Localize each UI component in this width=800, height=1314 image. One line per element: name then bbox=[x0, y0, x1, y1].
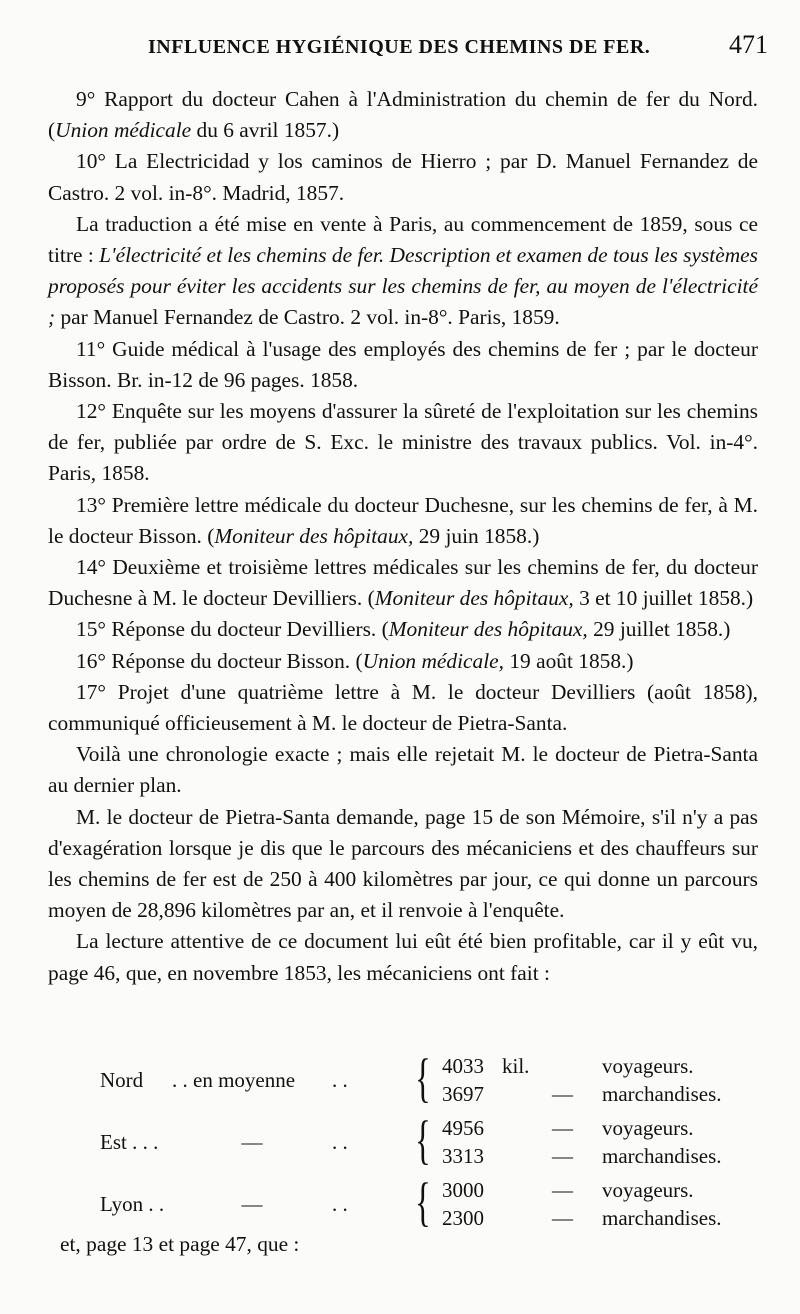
table-row: Nord . . en moyenne . . { 4033 kil. voyageurs. 3697 — marchandises. bbox=[100, 1048, 722, 1108]
item-number: 10° bbox=[76, 149, 106, 174]
mileage-table bbox=[100, 1050, 720, 1236]
paragraph: M. le docteur de Pietra-Santa demande, page 15 de son Mémoire, s'il n'y a pas d'exagération lorsque je dis que le parcours des mécaniciens et des chauffeurs sur les chemins de fer est de 250 à 400 kilomètres par jour, ce qui donne un parcours moyen de 28,896 kilomètres par an, et il renvoie à l'enquête. bbox=[48, 804, 758, 923]
bibliography-item: 9° Rapport du docteur Cahen à l'Administration du chemin de fer du Nord. (Union médicale du 6 avril 1857.) bbox=[48, 87, 758, 143]
closing-line: et, page 13 et page 47, que : bbox=[60, 1232, 300, 1256]
item-number: 17° bbox=[76, 679, 106, 704]
brace-icon: { bbox=[415, 1172, 431, 1232]
page-number: 471 bbox=[729, 30, 768, 59]
item-number: 9° bbox=[76, 87, 96, 111]
company-name: Lyon . . bbox=[100, 1192, 165, 1216]
running-title: INFLUENCE HYGIÉNIQUE DES CHEMINS DE FER. bbox=[148, 36, 651, 58]
brace-icon: { bbox=[415, 1110, 431, 1170]
bibliography-item: 17° Projet d'une quatrième lettre à M. le docteur Devilliers (août 1858), communiqué officieusement à M. le docteur de Pietra-Santa. bbox=[48, 679, 758, 736]
bibliography-item: 14° Deuxième et troisième lettres médicales sur les chemins de fer, du docteur Duchesne à M. le docteur Devilliers. (Moniteur des hôpitaux, 3 et 10 juillet 1858.) bbox=[48, 555, 758, 611]
bibliography-note: La traduction a été mise en vente à Paris, au commencement de 1859, sous ce titre : L'électricité et les chemins de fer. Description et examen de tous les systèmes proposés pour éviter les accidents sur les chemins de fer, au moyen de l'électricité ; par Manuel Fernandez de Castro. 2 vol. in-8°. Paris, 1859. bbox=[48, 211, 758, 330]
company-name: Nord bbox=[100, 1068, 144, 1092]
bibliography-item: 12° Enquête sur les moyens d'assurer la sûreté de l'exploitation sur les chemins de fer, publiée par ordre de S. Exc. le ministre des travaux publics. Vol. in-4°. Paris, 1858. bbox=[48, 399, 758, 486]
bibliography-item: 15° Réponse du docteur Devilliers. (Moniteur des hôpitaux, 29 juillet 1858.) bbox=[76, 617, 731, 642]
item-number: 16° bbox=[76, 648, 106, 673]
item-number: 13° bbox=[76, 492, 106, 517]
item-number: 11° bbox=[76, 336, 106, 361]
bibliography-item: 13° Première lettre médicale du docteur Duchesne, sur les chemins de fer, à M. le docteur Bisson. (Moniteur des hôpitaux, 29 juin 1858.) bbox=[48, 492, 758, 548]
paragraph: Voilà une chronologie exacte ; mais elle rejetait M. le docteur de Pietra-Santa au dernier plan. bbox=[48, 742, 758, 798]
running-header bbox=[0, 28, 800, 68]
bibliography-item: 10° La Electricidad y los caminos de Hierro ; par D. Manuel Fernandez de Castro. 2 vol. in-8°. Madrid, 1857. bbox=[48, 149, 758, 205]
main-text bbox=[48, 84, 758, 989]
item-number: 14° bbox=[76, 555, 106, 580]
company-name: Est . . . bbox=[100, 1130, 159, 1154]
table-row: Lyon . . — . . { 3000 — voyageurs. 2300 — marchandises. bbox=[100, 1172, 722, 1232]
bibliography-item: 11° Guide médical à l'usage des employés des chemins de fer ; par le docteur Bisson. Br. in-12 de 96 pages. 1858. bbox=[48, 336, 758, 392]
paragraph: La lecture attentive de ce document lui eût été bien profitable, car il y eût vu, page 46, que, en novembre 1853, les mécaniciens ont fait : bbox=[48, 929, 758, 985]
bibliography-item: 16° Réponse du docteur Bisson. (Union médicale, 19 août 1858.) bbox=[76, 648, 634, 673]
brace-icon: { bbox=[415, 1048, 431, 1108]
table-row: Est . . . — . . { 4956 — voyageurs. 3313 — marchandises. bbox=[100, 1110, 722, 1170]
item-number: 12° bbox=[76, 399, 106, 424]
item-number: 15° bbox=[76, 617, 106, 642]
